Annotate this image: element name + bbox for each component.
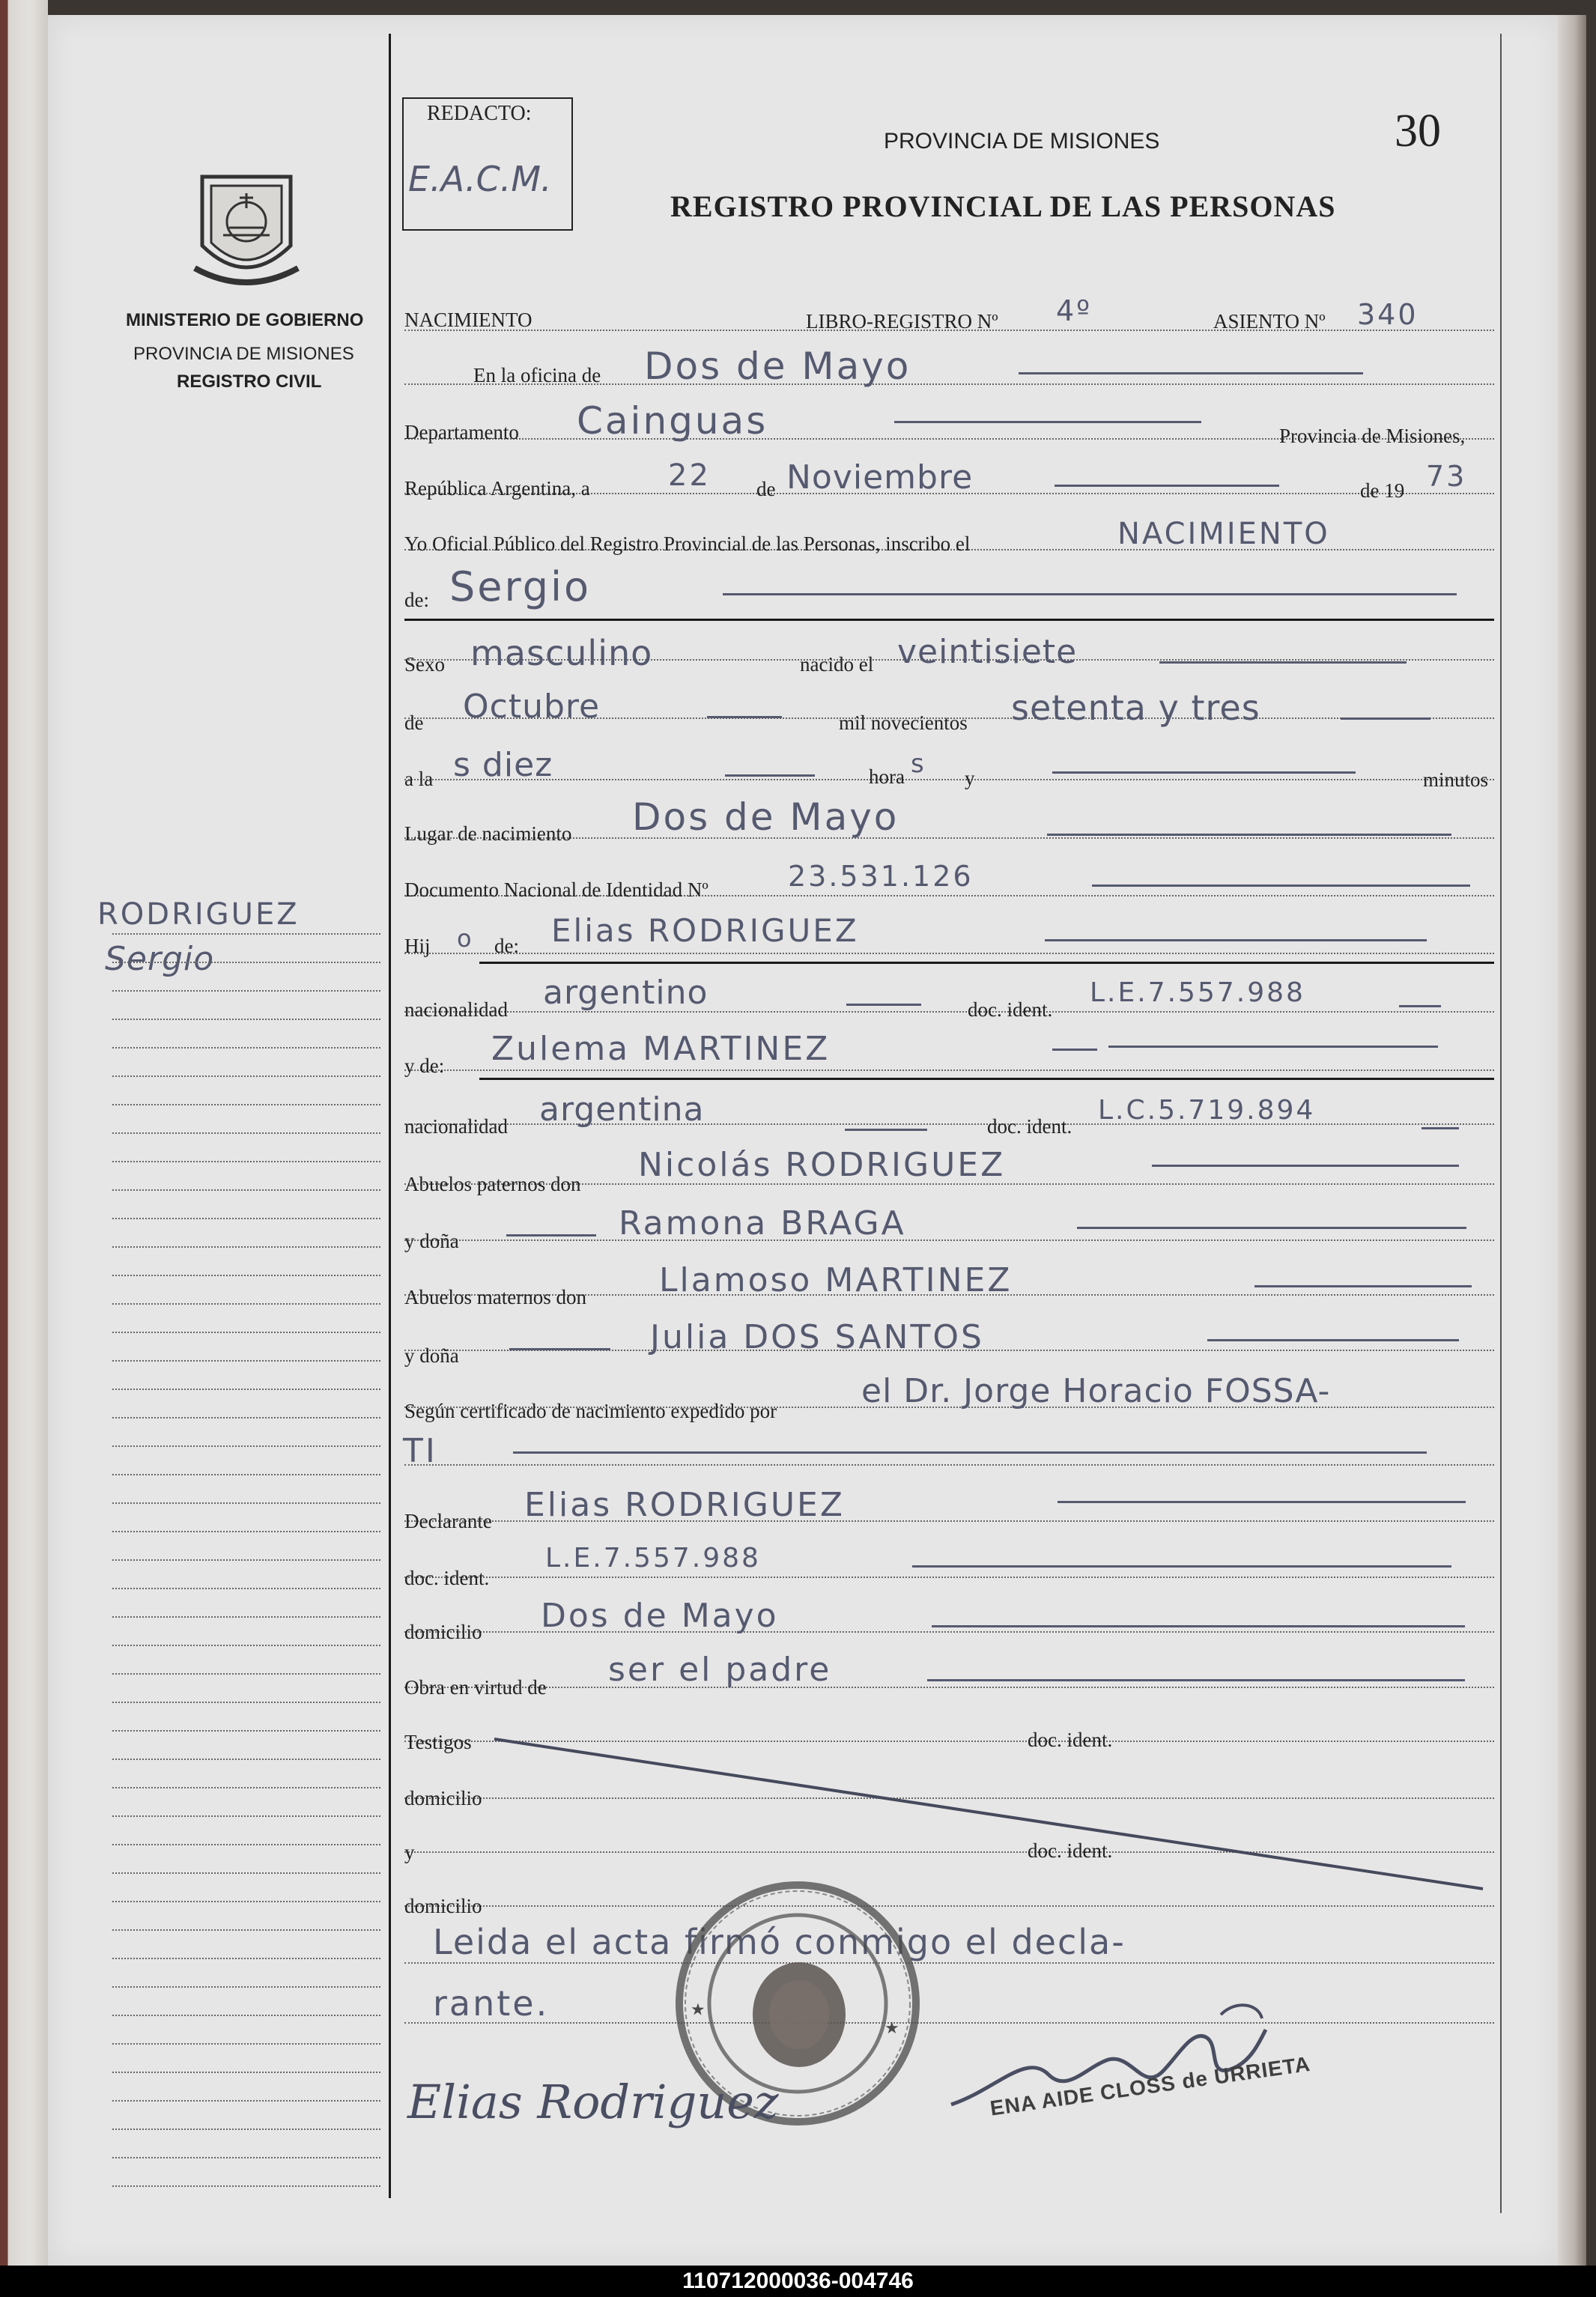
- madre-value: Zulema MARTINEZ: [491, 1030, 831, 1068]
- filler-dash: [1092, 884, 1470, 887]
- margin-ruled-line: [112, 1559, 380, 1561]
- ministry-line1: MINISTERIO DE GOBIERNO: [126, 310, 364, 330]
- margin-ruled-line: [112, 1673, 380, 1675]
- hijo-suffix: o: [457, 924, 474, 953]
- province-heading: PROVINCIA DE MISIONES: [884, 129, 1160, 154]
- lugar-value: Dos de Mayo: [632, 795, 899, 839]
- official-signature-icon: [936, 1985, 1281, 2134]
- domicilio3-label: domicilio: [404, 1895, 482, 1917]
- margin-ruled-line: [112, 1275, 380, 1276]
- margin-ruled-line: [112, 2185, 380, 2187]
- hijo-de-label: de:: [494, 935, 519, 957]
- margin-ruled-line: [112, 1787, 380, 1788]
- margin-ruled-line: [112, 1759, 380, 1760]
- docident5-label: doc. ident.: [1028, 1839, 1113, 1862]
- segun-label: Según certificado de nacimiento expedido por: [404, 1400, 777, 1422]
- margin-ruled-line: [112, 1445, 380, 1447]
- lugar-label: Lugar de nacimiento: [404, 822, 572, 845]
- nacido-value: veintisiete: [897, 633, 1078, 671]
- page-edge: [1558, 15, 1586, 2266]
- padre-value: Elias RODRIGUEZ: [551, 912, 859, 949]
- void-strike-line: [487, 1730, 1490, 1895]
- de2-label: de: [404, 711, 424, 734]
- declarant-signature: Elias Rodriguez: [407, 2075, 779, 2129]
- ministry-line2: PROVINCIA DE MISIONES: [133, 344, 354, 364]
- margin-ruled-line: [112, 1019, 380, 1020]
- republica-label: República Argentina, a: [404, 477, 590, 500]
- doc-madre-value: L.C.5.719.894: [1098, 1095, 1316, 1126]
- form-ruled-line: [404, 1464, 1494, 1466]
- filler-dash: [707, 716, 782, 718]
- leida-text: Leida el acta firmó conmigo el decla-: [433, 1922, 1126, 1962]
- oficina-label: En la oficina de: [473, 364, 601, 386]
- abuelos-mat-label: Abuelos maternos don: [404, 1286, 586, 1308]
- certificado-value2: TI: [403, 1432, 437, 1470]
- filler-dash: [1045, 939, 1427, 941]
- margin-ruled-line: [112, 1218, 380, 1219]
- doc-padre-value: L.E.7.557.988: [1090, 977, 1305, 1008]
- margin-ruled-line: [112, 1929, 380, 1931]
- libro-value: 4º: [1056, 294, 1093, 327]
- margin-ruled-line: [112, 1730, 380, 1732]
- margin-ruled-line: [112, 1332, 380, 1333]
- svg-text:★: ★: [687, 1999, 710, 2021]
- de-nombre-label: de:: [404, 589, 429, 611]
- filler-dash: [932, 1625, 1465, 1627]
- filler-dash: [912, 1565, 1451, 1568]
- filler-dash: [1047, 834, 1451, 836]
- margin-ruled-line: [112, 2043, 380, 2045]
- oficial-label: Yo Oficial Público del Registro Provincial de las Personas, inscribo el: [404, 532, 971, 555]
- book-spine: [0, 0, 48, 2266]
- domicilio2-label: domicilio: [404, 1787, 482, 1809]
- filler-dash: [723, 593, 1457, 595]
- yde-label: y de:: [404, 1055, 445, 1077]
- hora-value: s diez: [453, 746, 553, 784]
- de19-label: de 19: [1360, 479, 1405, 502]
- ydona-label: y doña: [404, 1230, 459, 1252]
- filler-dash: [513, 1451, 1427, 1454]
- margin-ruled-line: [112, 1246, 380, 1248]
- sexo-label: Sexo: [404, 653, 445, 676]
- margin-ruled-line: [112, 962, 380, 963]
- docident3-label: doc. ident.: [404, 1567, 490, 1589]
- margin-surname: RODRIGUEZ: [97, 897, 300, 932]
- sexo-value: masculino: [470, 633, 653, 673]
- filler-dash: [506, 1234, 596, 1237]
- right-border: [1500, 34, 1502, 2213]
- form-ruled-line: [404, 1577, 1494, 1578]
- margin-ruled-line: [112, 2157, 380, 2158]
- margin-ruled-line: [112, 2128, 380, 2130]
- hora-suffix: s: [911, 749, 926, 779]
- form-ruled-line: [404, 779, 1494, 780]
- declarante-label: Declarante: [404, 1510, 492, 1532]
- filler-dash: [509, 1348, 610, 1350]
- form-ruled-line: [404, 1069, 1494, 1071]
- margin-ruled-line: [112, 1531, 380, 1532]
- margin-ruled-line: [112, 1986, 380, 1988]
- margin-ruled-line: [112, 1389, 380, 1390]
- margin-ruled-line: [112, 1844, 380, 1845]
- margin-ruled-line: [112, 1132, 380, 1134]
- nacionalidad2-label: nacionalidad: [404, 1115, 508, 1138]
- section-rule: [479, 1078, 1494, 1080]
- asiento-value: 340: [1357, 298, 1419, 331]
- form-ruled-line: [404, 1905, 1494, 1907]
- margin-ruled-line: [112, 1588, 380, 1589]
- dni-label: Documento Nacional de Identidad Nº: [404, 879, 709, 901]
- form-ruled-line: [404, 1962, 1494, 1964]
- nacido-label: nacido el: [800, 653, 874, 676]
- hora-label: hora: [869, 765, 905, 788]
- margin-ruled-line: [112, 1645, 380, 1646]
- ministry-line3: REGISTRO CIVIL: [177, 371, 322, 392]
- hijo-label: Hij: [404, 935, 431, 957]
- docident4-label: doc. ident.: [1028, 1729, 1113, 1751]
- filler-dash: [846, 1004, 921, 1006]
- ydona2-label: y doña: [404, 1344, 459, 1367]
- leida-text2: rante.: [433, 1983, 550, 2024]
- docident-label: doc. ident.: [968, 998, 1053, 1021]
- filler-dash: [1058, 1501, 1466, 1503]
- y2-label: y: [404, 1841, 415, 1863]
- column-divider: [389, 34, 391, 2198]
- abuelo-mat-value: Llamoso MARTINEZ: [659, 1261, 1013, 1299]
- margin-ruled-line: [112, 1958, 380, 1959]
- nacionalidad-label: nacionalidad: [404, 998, 508, 1021]
- filler-dash: [1052, 771, 1356, 774]
- filler-dash: [1055, 485, 1279, 487]
- margin-ruled-line: [112, 990, 380, 992]
- margin-ruled-line: [112, 2072, 380, 2073]
- filler-dash: [1254, 1285, 1472, 1287]
- obra-label: Obra en virtud de: [404, 1676, 547, 1699]
- form-ruled-line: [404, 953, 1494, 954]
- redacto-initials: E.A.C.M.: [408, 159, 552, 199]
- nacimiento-label: NACIMIENTO: [404, 309, 532, 331]
- margin-ruled-line: [112, 1417, 380, 1418]
- filler-dash: [1159, 661, 1407, 664]
- asiento-label: ASIENTO Nº: [1213, 310, 1326, 333]
- section-rule: [479, 962, 1494, 964]
- margin-ruled-line: [112, 1161, 380, 1162]
- departamento-value: Cainguas: [577, 399, 768, 443]
- margin-ruled-line: [112, 1474, 380, 1475]
- margin-ruled-line: [112, 1047, 380, 1049]
- section-rule: [404, 619, 1494, 621]
- filler-dash: [1399, 1005, 1441, 1007]
- margin-ruled-line: [112, 1303, 380, 1305]
- official-name-stamp: ENA AIDE CLOSS de URRIETA: [989, 2051, 1312, 2120]
- inscribo-value: NACIMIENTO: [1117, 517, 1330, 551]
- margin-ruled-line: [112, 2100, 380, 2102]
- de-label: de: [756, 478, 776, 500]
- minutos-label: minutos: [1423, 768, 1489, 791]
- doc-declarante-value: L.E.7.557.988: [545, 1543, 761, 1574]
- margin-ruled-line: [112, 1189, 380, 1191]
- margin-ruled-line: [112, 1702, 380, 1703]
- filler-dash: [894, 421, 1201, 423]
- abuelos-pat-label: Abuelos paternos don: [404, 1173, 581, 1195]
- filler-dash: [1019, 372, 1363, 374]
- margin-ruled-line: [112, 1104, 380, 1105]
- province-seal-icon: [187, 163, 306, 291]
- mes-nac-value: Octubre: [463, 688, 601, 726]
- domicilio-label: domicilio: [404, 1621, 482, 1643]
- fecha-anio: 73: [1426, 460, 1467, 493]
- docident2-label: doc. ident.: [987, 1115, 1072, 1138]
- margin-name: Sergio: [105, 940, 215, 978]
- abuela-pat-value: Ramona BRAGA: [619, 1204, 906, 1242]
- oficina-value: Dos de Mayo: [644, 345, 911, 388]
- nombre-value: Sergio: [449, 563, 592, 610]
- mil-label: mil novecientos: [839, 711, 968, 734]
- margin-ruled-line: [112, 1872, 380, 1874]
- page-number: 30: [1395, 106, 1441, 157]
- fecha-mes: Noviembre: [786, 458, 974, 497]
- filler-dash: [1052, 1049, 1097, 1051]
- obra-value: ser el padre: [608, 1651, 832, 1689]
- page-title: REGISTRO PROVINCIAL DE LAS PERSONAS: [670, 189, 1336, 223]
- declarante-value: Elias RODRIGUEZ: [524, 1486, 846, 1524]
- libro-label: LIBRO-REGISTRO Nº: [806, 310, 998, 333]
- ala-label: a la: [404, 768, 434, 790]
- abuelo-pat-value: Nicolás RODRIGUEZ: [638, 1146, 1006, 1184]
- document-id-bar: [0, 2266, 1596, 2297]
- filler-dash: [927, 1679, 1465, 1681]
- margin-ruled-line: [112, 2015, 380, 2016]
- margin-ruled-line: [112, 1901, 380, 1902]
- dni-value: 23.531.126: [788, 860, 974, 893]
- margin-ruled-line: [112, 1075, 380, 1077]
- form-ruled-line: [404, 1239, 1494, 1241]
- domicilio-value: Dos de Mayo: [541, 1597, 779, 1635]
- y-label: y: [965, 767, 975, 789]
- testigos-label: Testigos: [404, 1731, 472, 1753]
- filler-dash: [1108, 1046, 1438, 1048]
- nac-madre-value: argentina: [539, 1090, 705, 1129]
- abuela-mat-value: Julia DOS SANTOS: [650, 1318, 984, 1356]
- filler-dash: [1341, 717, 1430, 720]
- filler-dash: [725, 774, 815, 777]
- anio-nac-value: setenta y tres: [1011, 688, 1260, 728]
- filler-dash: [1152, 1165, 1459, 1167]
- svg-text:★: ★: [885, 2019, 899, 2038]
- margin-ruled-line: [112, 1616, 380, 1618]
- fecha-dia: 22: [668, 458, 711, 493]
- form-ruled-line: [404, 1687, 1494, 1688]
- provincia-label: Provincia de Misiones,: [1279, 425, 1466, 447]
- redacto-label: REDACTO:: [427, 102, 532, 125]
- filler-dash: [1077, 1227, 1466, 1229]
- certificado-value: el Dr. Jorge Horacio FOSSA-: [861, 1372, 1331, 1410]
- departamento-label: Departamento: [404, 421, 519, 443]
- margin-ruled-line: [112, 1502, 380, 1504]
- nac-padre-value: argentino: [543, 974, 709, 1012]
- filler-dash: [1207, 1339, 1459, 1341]
- margin-ruled-line: [112, 1360, 380, 1362]
- margin-ruled-line: [112, 933, 380, 935]
- margin-ruled-line: [112, 1815, 380, 1817]
- document-id: 110712000036-004746: [682, 2269, 914, 2293]
- filler-dash: [845, 1129, 927, 1131]
- filler-dash: [1421, 1127, 1459, 1129]
